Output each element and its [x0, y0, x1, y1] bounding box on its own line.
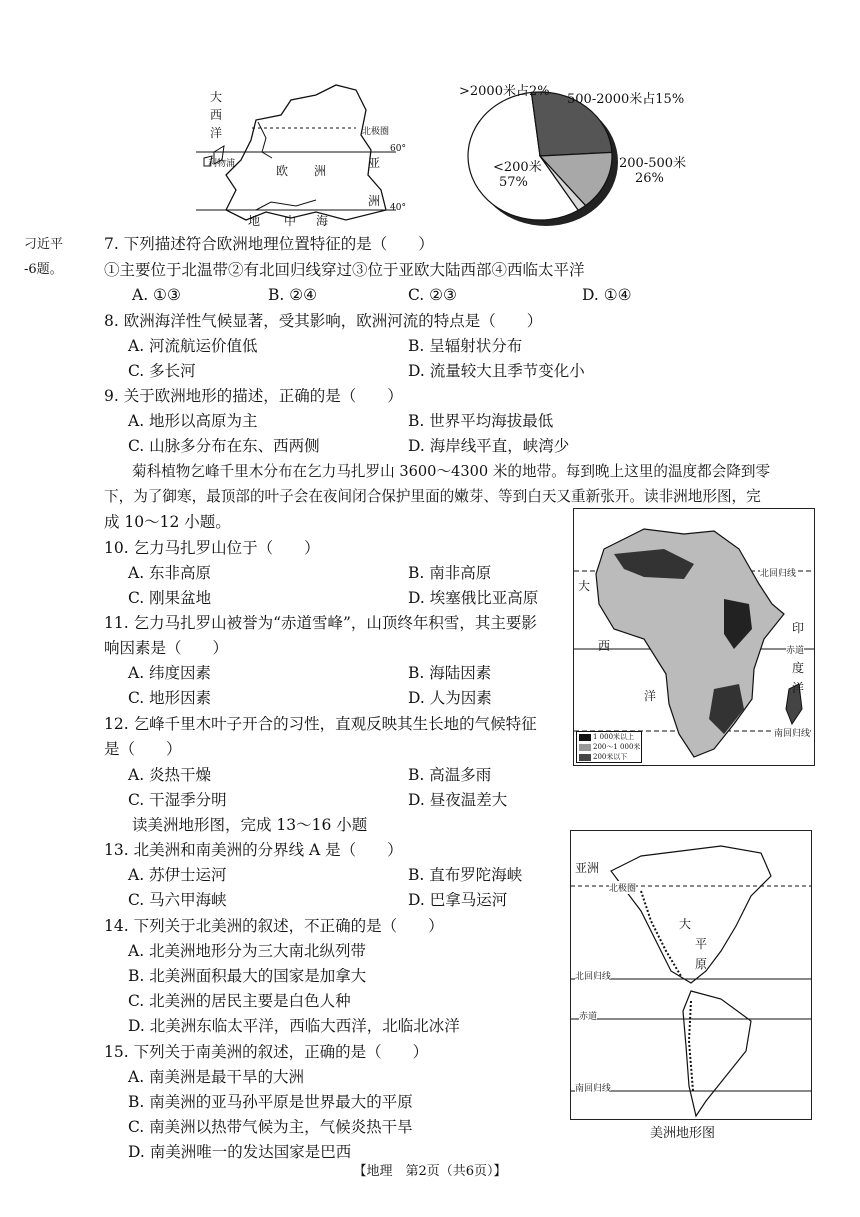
q7-stem: 7. 下列描述符合欧洲地理位置特征的是（ ） — [104, 235, 434, 253]
q10-option-d: D. 埃塞俄比亚高原 — [408, 589, 539, 607]
q14-option-b: B. 北美洲面积最大的国家是加拿大 — [128, 967, 367, 985]
q7-option-b: B. ②④ — [268, 286, 318, 304]
margin-fragment-1: 刁近平 — [24, 237, 64, 252]
liverpool-label: 利物浦 — [208, 159, 236, 169]
pie-label-left-1: <200米 — [493, 160, 542, 175]
africa-south-tropic-label: 南回归线 — [774, 726, 810, 739]
europe-map — [196, 80, 406, 228]
q13-option-b: B. 直布罗陀海峡 — [408, 866, 523, 884]
q9-option-a: A. 地形以高原为主 — [128, 412, 258, 430]
americas-intro: 读美洲地形图，完成 13～16 小题 — [132, 816, 368, 834]
q14-option-d: D. 北美洲东临太平洋，西临大西洋，北临北冰洋 — [128, 1017, 460, 1035]
q10-option-b: B. 南非高原 — [408, 564, 492, 582]
pie-label-left-2: 57% — [499, 175, 528, 190]
q7-option-a: A. ①③ — [132, 286, 181, 304]
q9-option-d: D. 海岸线平直，峡湾少 — [408, 437, 570, 455]
ocean-label-2: 西 — [210, 108, 223, 122]
q15-option-b: B. 南美洲的亚马孙平原是世界最大的平原 — [128, 1093, 413, 1111]
americas-north-tropic-label: 北回归线 — [575, 969, 611, 982]
legend-label-low: 200米以下 — [593, 753, 628, 761]
legend-swatch-mid — [579, 744, 591, 751]
q14-stem: 14. 下列关于北美洲的叙述，不正确的是（ ） — [104, 917, 444, 935]
med-label-3: 海 — [316, 214, 329, 228]
q11-option-b: B. 海陆因素 — [408, 664, 492, 682]
elevation-pie-chart — [445, 78, 695, 228]
med-label-1: 地 — [248, 214, 261, 228]
indian-label-2: 度 — [792, 661, 805, 675]
q12-option-a: A. 炎热干燥 — [128, 766, 212, 784]
africa-map — [573, 508, 815, 766]
pie-label-right-2: 26% — [635, 171, 664, 186]
q15-option-d: D. 南美洲唯一的发达国家是巴西 — [128, 1143, 352, 1161]
q14-option-c: C. 北美洲的居民主要是白色人种 — [128, 992, 351, 1010]
americas-map-caption: 美洲地形图 — [650, 1126, 716, 1141]
q7-info: ①主要位于北温带②有北回归线穿过③位于亚欧大陆西部④西临太平洋 — [104, 261, 585, 279]
q9-stem: 9. 关于欧洲地形的描述，正确的是（ ） — [104, 387, 403, 405]
q11-option-d: D. 人为因素 — [408, 689, 492, 707]
indian-label-3: 洋 — [792, 681, 805, 695]
q10-stem: 10. 乞力马扎罗山位于（ ） — [104, 539, 320, 557]
lat-40-label: 40° — [390, 203, 406, 213]
q9-option-b: B. 世界平均海拔最低 — [408, 412, 554, 430]
q11-stem-2: 响因素是（ ） — [104, 639, 229, 657]
q7-option-c: C. ②③ — [408, 286, 457, 304]
q9-option-c: C. 山脉多分布在东、西两侧 — [128, 437, 320, 455]
great-plains-label-3: 原 — [695, 957, 708, 971]
europe-label-zhou: 洲 — [314, 164, 327, 178]
europe-label-ou: 欧 — [276, 164, 289, 178]
africa-legend — [576, 731, 642, 763]
q12-option-c: C. 干湿季分明 — [128, 791, 227, 809]
q12-option-b: B. 高温多雨 — [408, 766, 492, 784]
pie-label-top: >2000米占2% — [459, 84, 550, 99]
americas-asia-label: 亚洲 — [575, 861, 600, 875]
q13-option-d: D. 巴拿马运河 — [408, 891, 508, 909]
passage-line-3: 成 10～12 小题。 — [104, 513, 231, 531]
q13-stem: 13. 北美洲和南美洲的分界线 A 是（ ） — [104, 841, 403, 859]
americas-south-tropic-label: 南回归线 — [575, 1081, 611, 1094]
americas-equator-label: 赤道 — [579, 1009, 597, 1022]
q8-option-b: B. 呈辐射状分布 — [408, 337, 523, 355]
q7-option-d: D. ①④ — [582, 286, 632, 304]
q11-option-a: A. 纬度因素 — [128, 664, 212, 682]
ocean-label-3: 洋 — [210, 126, 223, 140]
africa-north-tropic-label: 北回归线 — [760, 566, 796, 579]
atlantic-label-3: 洋 — [644, 689, 657, 703]
q10-option-c: C. 刚果盆地 — [128, 589, 212, 607]
great-plains-label-2: 平 — [695, 937, 708, 951]
q12-stem-2: 是（ ） — [104, 740, 182, 758]
asia-label-zhou: 洲 — [368, 194, 381, 208]
q14-option-a: A. 北美洲地形分为三大南北纵列带 — [128, 942, 367, 960]
q11-option-c: C. 地形因素 — [128, 689, 212, 707]
americas-arctic-label: 北极圈 — [609, 881, 636, 894]
indian-label-1: 印 — [792, 621, 805, 635]
atlantic-label-1: 大 — [578, 579, 591, 593]
q8-option-c: C. 多长河 — [128, 362, 196, 380]
q15-stem: 15. 下列关于南美洲的叙述，正确的是（ ） — [104, 1043, 429, 1061]
q8-option-a: A. 河流航运价值低 — [128, 337, 258, 355]
q13-option-c: C. 马六甲海峡 — [128, 891, 227, 909]
africa-equator-label: 赤道 — [786, 643, 804, 656]
passage-line-2: 下，为了御寒，最顶部的叶子会在夜间闭合保护里面的嫩芽、等到白天又重新张开。读非洲地形图，完 — [104, 488, 761, 505]
legend-swatch-low — [579, 754, 591, 761]
margin-fragment-2: -6题。 — [24, 262, 63, 277]
asia-label-ya: 亚 — [368, 156, 381, 170]
lat-60-label: 60° — [390, 144, 406, 154]
passage-line-1: 菊科植物乞峰千里木分布在乞力马扎罗山 3600～4300 米的地带。每到晚上这里的温度都会降到零 — [132, 463, 771, 480]
q11-stem-1: 11. 乞力马扎罗山被誉为“赤道雪峰”，山顶终年积雪，其主要影 — [104, 614, 537, 632]
pie-label-right-1: 200-500米 — [619, 156, 687, 171]
q8-stem: 8. 欧洲海洋性气候显著，受其影响，欧洲河流的特点是（ ） — [104, 312, 543, 330]
q15-option-c: C. 南美洲以热带气候为主，气候炎热干旱 — [128, 1118, 413, 1136]
q13-option-a: A. 苏伊士运河 — [128, 866, 227, 884]
legend-label-high: 1 000米以上 — [593, 733, 635, 741]
q12-stem-1: 12. 乞峰千里木叶子开合的习性，直观反映其生长地的气候特征 — [104, 715, 537, 733]
legend-label-mid: 200～1 000米 — [593, 743, 641, 751]
page-footer: 【地理 第2页（共6页）】 — [353, 1164, 507, 1179]
arctic-circle-label: 北极圈 — [362, 127, 390, 137]
ocean-label-1: 大 — [210, 90, 223, 104]
atlantic-label-2: 西 — [598, 639, 611, 653]
pie-label-upper-right: 500-2000米占15% — [567, 92, 685, 107]
med-label-2: 中 — [284, 214, 297, 228]
legend-swatch-high — [579, 734, 591, 741]
q12-option-d: D. 昼夜温差大 — [408, 791, 508, 809]
americas-map — [570, 830, 812, 1120]
q8-option-d: D. 流量较大且季节变化小 — [408, 362, 585, 380]
great-plains-label-1: 大 — [679, 917, 692, 931]
q15-option-a: A. 南美洲是最干旱的大洲 — [128, 1068, 305, 1086]
q10-option-a: A. 东非高原 — [128, 564, 212, 582]
